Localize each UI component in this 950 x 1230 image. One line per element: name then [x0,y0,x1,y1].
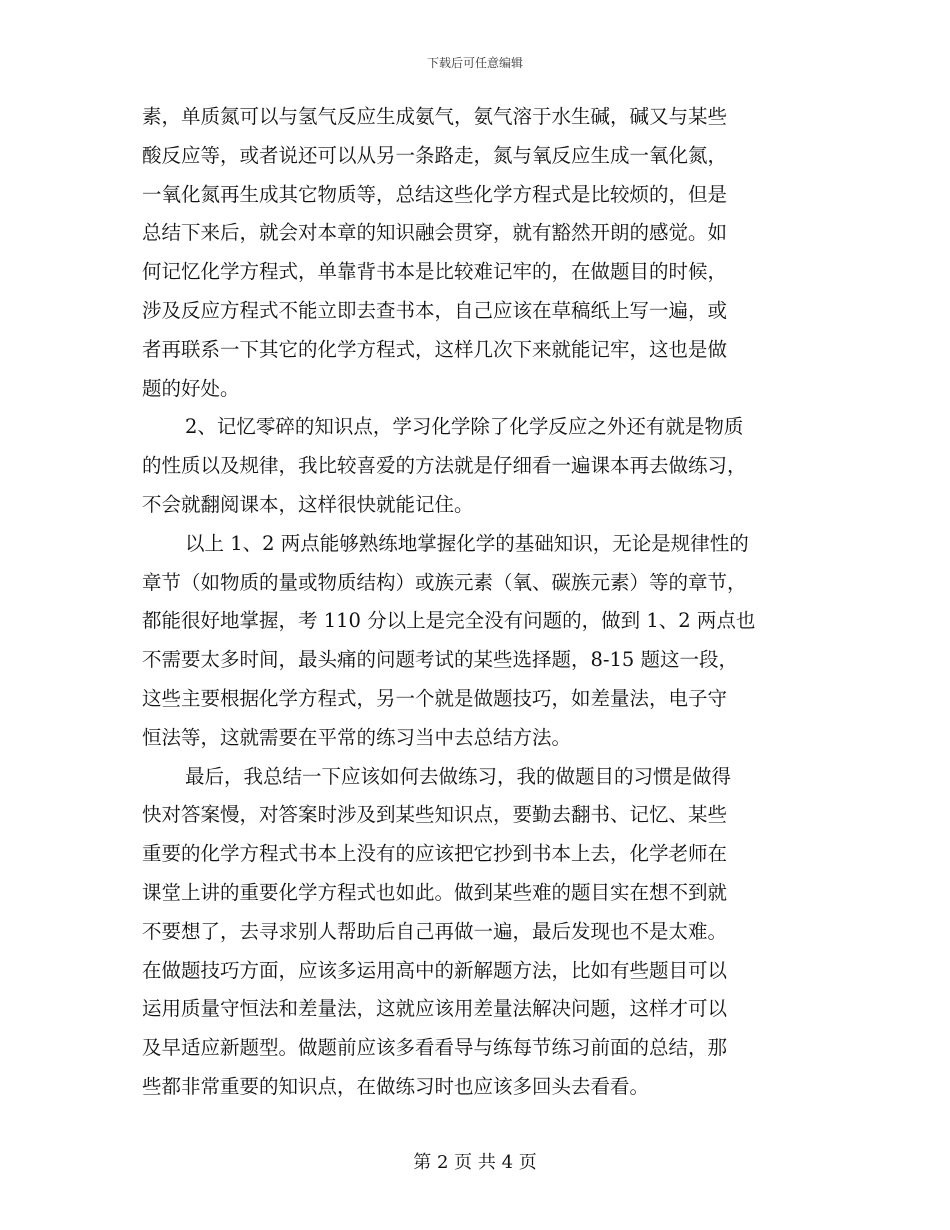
text-line: 题的好处。 [142,376,240,400]
text-line: 不要想了，去寻求别人帮助后自己再做一遍，最后发现也不是太难。 [142,919,728,943]
text-line: 涉及反应方程式不能立即去查书本，自己应该在草稿纸上写一遍，或 [142,298,728,322]
text-line: 课堂上讲的重要化学方程式也如此。做到某些难的题目实在想不到就 [142,880,728,904]
text-line: 都能很好地掌握，考 110 分以上是完全没有问题的，做到 1、2 两点也 [142,609,756,633]
text-line: 运用质量守恒法和差量法，这就应该用差量法解决问题，这样才可以 [142,997,728,1021]
page-header: 下载后可任意编辑 [426,56,523,70]
text-line: 这些主要根据化学方程式，另一个就是做题技巧，如差量法，电子守 [142,686,728,710]
text-line: 重要的化学方程式书本上没有的应该把它抄到书本上去，化学老师在 [142,842,728,866]
text-line: 及早适应新题型。做题前应该多看看导与练每节练习前面的总结，那 [142,1036,728,1060]
text-line: 一氧化氮再生成其它物质等，总结这些化学方程式是比较烦的，但是 [142,182,728,206]
text-line: 酸反应等，或者说还可以从另一条路走，氮与氧反应生成一氧化氮， [142,143,728,167]
text-line: 不需要太多时间，最头痛的问题考试的某些选择题，8-15 题这一段， [142,648,739,672]
text-line: 何记忆化学方程式，单靠背书本是比较难记牢的，在做题目的时候， [142,260,728,284]
text-line: 总结下来后，就会对本章的知识融会贯穿，就有豁然开朗的感觉。如 [142,221,728,245]
text-line: 在做题技巧方面，应该多运用高中的新解题方法，比如有些题目可以 [142,958,728,982]
text-line: 快对答案慢，对答案时涉及到某些知识点，要勤去翻书、记忆、某些 [142,803,728,827]
text-line: 章节（如物质的量或物质结构）或族元素（氧、碳族元素）等的章节， [142,570,747,594]
text-line: 不会就翻阅课本，这样很快就能记住。 [142,492,474,516]
text-line: 者再联系一下其它的化学方程式，这样几次下来就能记牢，这也是做 [142,337,728,361]
paragraph-start-line: 2、记忆零碎的知识点，学习化学除了化学反应之外还有就是物质 [185,415,744,439]
text-line: 素，单质氮可以与氢气反应生成氨气，氨气溶于水生碱，碱又与某些 [142,105,728,128]
text-line: 恒法等，这就需要在平常的练习当中去总结方法。 [142,725,572,749]
document-body [142,98,797,1107]
paragraph-start-line: 最后，我总结一下应该如何去做练习，我的做题目的习惯是做得 [185,764,732,788]
paragraph-start-line: 以上 1、2 两点能够熟练地掌握化学的基础知识，无论是规律性的 [185,531,749,555]
text-line: 的性质以及规律，我比较喜爱的方法就是仔细看一遍课本再去做练习， [142,454,747,478]
page-footer: 第 2 页 共 4 页 [413,1152,537,1173]
text-line: 些都非常重要的知识点，在做练习时也应该多回头去看看。 [142,1074,650,1098]
